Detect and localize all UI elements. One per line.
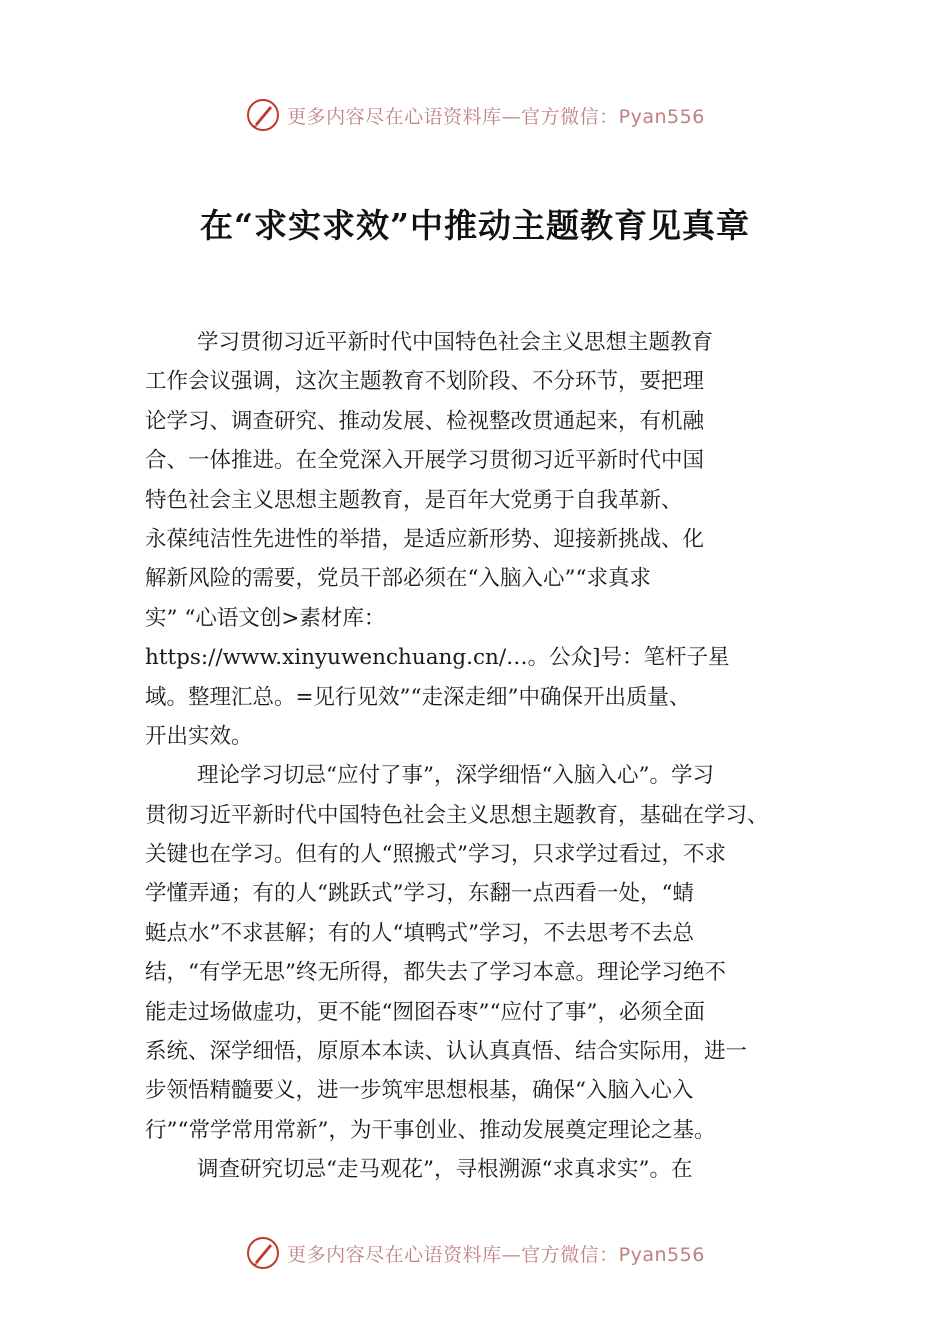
text-line: 调查研究切忌“走马观花”，寻根溯源“求真求实”。在 — [197, 1157, 693, 1183]
text-line: 特色社会主义思想主题教育，是百年大党勇于自我革新、 — [145, 487, 683, 513]
text-line: 结，“有学无思”终无所得，都失去了学习本意。理论学习绝不 — [145, 960, 726, 986]
text-line: 工作会议强调，这次主题教育不划阶段、不分环节，要把理 — [145, 369, 705, 395]
text-line: 贯彻习近平新时代中国特色社会主义思想主题教育，基础在学习、 — [145, 802, 769, 828]
text-line: 理论学习切忌“应付了事”，深学细悟“入脑入心”。学习 — [197, 763, 714, 789]
text-line: 学习贯彻习近平新时代中国特色社会主义思想主题教育 — [197, 330, 714, 355]
quill-logo-icon — [245, 1235, 281, 1271]
text-line: 关键也在学习。但有的人“照搬式”学习，只求学过看过，不求 — [145, 842, 726, 868]
text-line: 蜓点水”不求甚解；有的人“填鸭式”学习，不去思考不去总 — [145, 920, 694, 946]
text-line: 解新风险的需要，党员干部必须在“入脑入心”“求真求 — [145, 566, 651, 592]
header-watermark-banner — [0, 95, 950, 135]
text-line: 开出实效。 — [145, 723, 253, 749]
footer-watermark-banner — [0, 1233, 950, 1273]
text-line: 永葆纯洁性先进性的举措，是适应新形势、迎接新挑战、化 — [145, 526, 705, 552]
text-line: 合、一体推进。在全党深入开展学习贯彻习近平新时代中国 — [145, 448, 705, 474]
banner-text: 更多内容尽在心语资料库—官方微信：Pyan556 — [287, 105, 705, 128]
text-line: https://www.xinyuwenchuang.cn/…。公众]号：笔杆子星 — [145, 645, 730, 671]
text-line: 域。整理汇总。=见行见效”“走深走细”中确保开出质量、 — [145, 684, 691, 710]
text-line: 系统、深学细悟，原原本本读、认认真真悟、结合实际用，进一 — [145, 1039, 748, 1065]
quill-logo-icon — [245, 97, 281, 133]
text-line: 实” “心语文创>素材库： — [145, 605, 386, 631]
text-line: 论学习、调查研究、推动发展、检视整改贯通起来，有机融 — [145, 408, 705, 434]
text-line: 行”“常学常用常新”，为干事创业、推动发展奠定理论之基。 — [145, 1117, 716, 1143]
document-title: 在“求实求效”中推动主题教育见真章 — [200, 206, 750, 245]
text-line: 步领悟精髓要义，进一步筑牢思想根基，确保“入脑入心入 — [145, 1078, 694, 1104]
text-line: 能走过场做虚功，更不能“囫囵吞枣”“应付了事”，必须全面 — [145, 999, 705, 1025]
banner-text: 更多内容尽在心语资料库—官方微信：Pyan556 — [287, 1243, 705, 1266]
text-line: 学懂弄通；有的人“跳跃式”学习，东翻一点西看一处，“蜻 — [145, 881, 694, 907]
document-body — [145, 323, 835, 1190]
